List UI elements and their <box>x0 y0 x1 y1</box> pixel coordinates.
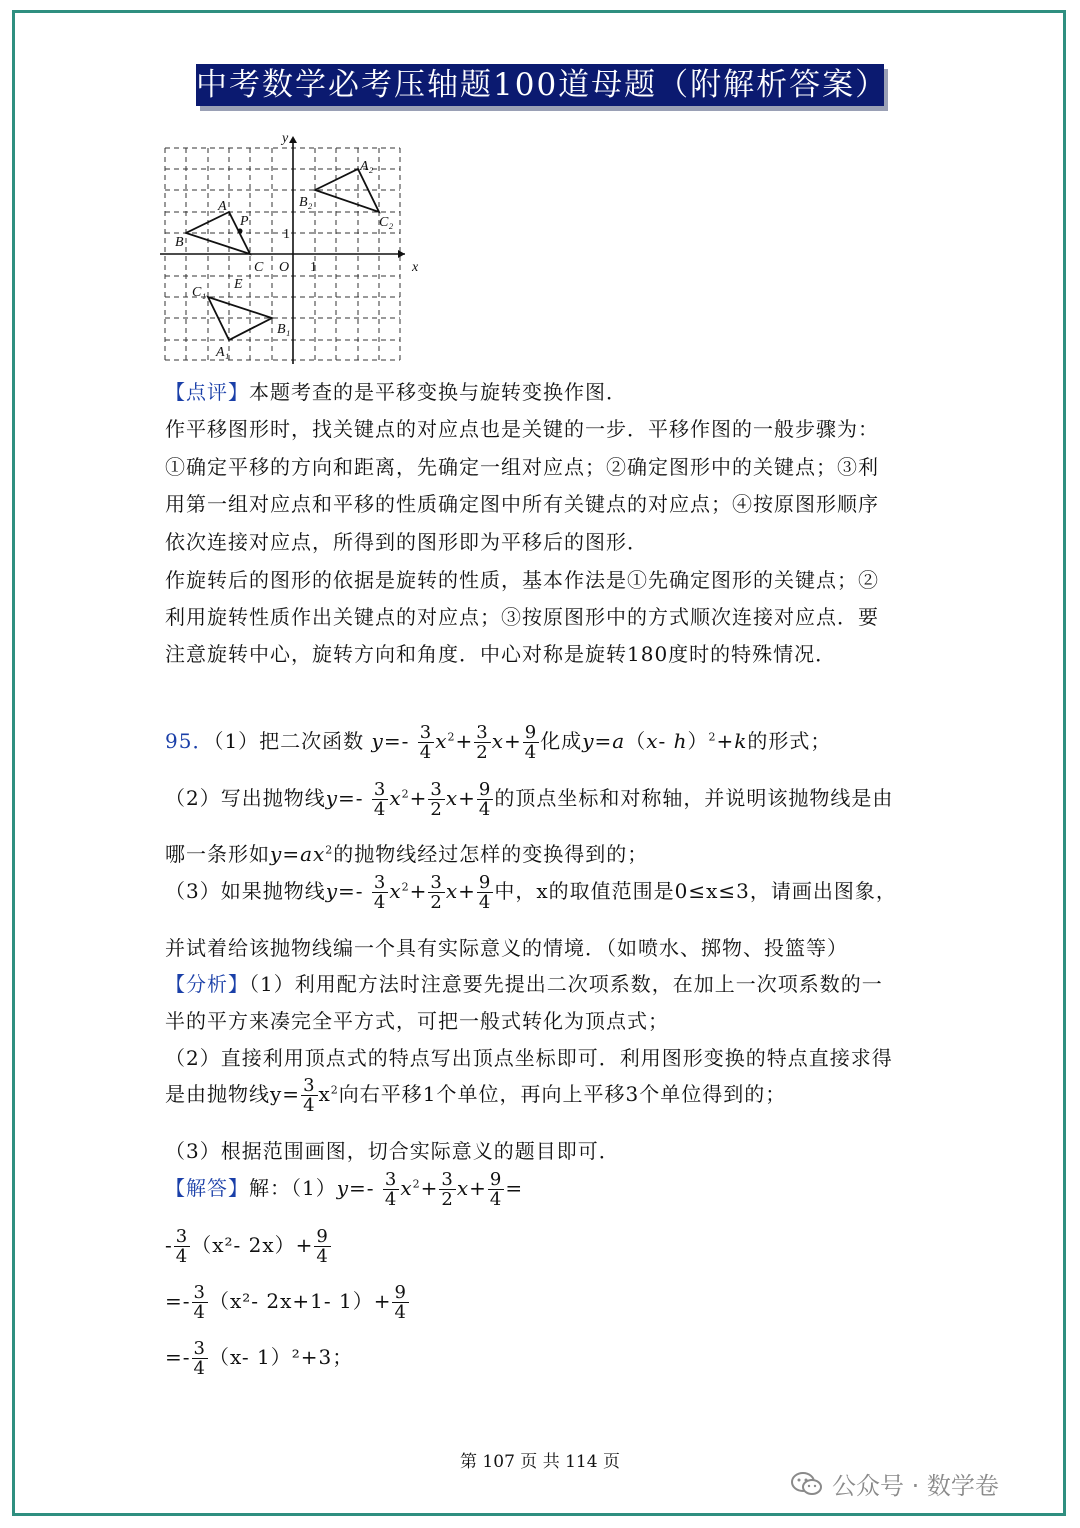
fraction-3-2: $\frac{3}{2}$ <box>430 872 443 913</box>
problem-95-part-2: （2）写出抛物线y=- $\frac{3}{4}$ $x^2+$ $\frac{3}{2}$ x+ $\frac{9}{4}$ 的顶点坐标和对称轴，并说明该抛物线是由 <box>165 779 894 820</box>
p1-suffix: 的形式； <box>747 729 832 753</box>
x-tick-one: 1 <box>310 260 317 275</box>
p3-prefix: （3）如果抛物线 <box>165 879 326 903</box>
review-text-1: 本题考查的是平移变换与旋转变换作图． <box>249 380 627 404</box>
fraction-9-4: $\frac{9}{4}$ <box>524 722 538 763</box>
wechat-icon <box>790 1470 824 1498</box>
page-footer: 第 107 页 共 114 页 <box>460 1452 620 1472</box>
x-axis-label: x <box>412 260 419 275</box>
fraction-9-4: $\frac{9}{4}$ <box>478 872 492 913</box>
review-line-2: 作平移图形时，找关键点的对应点也是关键的一步．平移作图的一般步骤为： <box>165 417 879 441</box>
label-p: P <box>240 214 249 229</box>
point-p <box>238 229 243 234</box>
label-c: C <box>254 260 264 275</box>
solution-tag: 【解答】 <box>165 1176 249 1200</box>
fraction-3-4: $\frac{3}{4}$ <box>373 872 387 913</box>
review-tag: 【点评】 <box>165 380 249 404</box>
label-a2: A₂ <box>360 159 374 174</box>
p2-prefix: （2）写出抛物线 <box>165 786 326 810</box>
review-line-7: 利用旋转性质作出关键点的对应点；③按原图形中的方式顺次连接对应点．要 <box>165 605 879 629</box>
analysis-tag: 【分析】 <box>165 972 249 996</box>
fraction-3-2: $\frac{3}{2}$ <box>430 779 443 820</box>
analysis-line4a: 是由抛物线y= <box>165 1082 301 1106</box>
review-line-8: 注意旋转中心，旋转方向和角度．中心对称是旋转180度时的特殊情况． <box>165 642 837 666</box>
fraction-3-2: $\frac{3}{2}$ <box>476 722 489 763</box>
fraction-3-4: $\frac{3}{4}$ <box>175 1226 189 1267</box>
fraction-9-4: $\frac{9}{4}$ <box>489 1169 503 1210</box>
problem-number: 95． <box>165 729 214 753</box>
analysis-line-3: （2）直接利用顶点式的特点写出顶点坐标即可．利用图形变换的特点直接求得 <box>165 1046 893 1070</box>
review-line-4: 用第一组对应点和平移的性质确定图中所有关键点的对应点；④按原图形顺序 <box>165 492 879 516</box>
fraction-9-4: $\frac{9}{4}$ <box>394 1282 407 1323</box>
label-c1: C₁ <box>192 285 207 300</box>
review-line-5: 依次连接对应点，所得到的图形即为平移后的图形． <box>165 530 648 554</box>
solution-step3-text: （x- 1）²+3； <box>208 1345 354 1369</box>
problem-95-part-3-line-2: 并试着给该抛物线编一个具有实际意义的情境．（如喷水、掷物、投篮等） <box>165 936 848 960</box>
solution-step-3: =- $\frac{3}{4}$ （x- 1）²+3； <box>165 1338 354 1379</box>
p1-mid: 化成 <box>540 729 583 753</box>
fraction-3-4: $\frac{3}{4}$ <box>303 1075 316 1116</box>
problem-95-part-2-line-2: 哪一条形如$y=ax^2$的抛物线经过怎样的变换得到的； <box>165 842 649 866</box>
p2-line2b: 的抛物线经过怎样的变换得到的； <box>333 842 649 866</box>
problem-95-part-1: 95．（1）把二次函数 y=- $\frac{3}{4}$ $x^2+$ $\frac{3}{2}$ x+ $\frac{9}{4}$ 化成y=a（x- h）$^2$+k的形式； <box>165 722 832 763</box>
fraction-3-2: $\frac{3}{2}$ <box>441 1169 454 1210</box>
label-e: E <box>234 277 243 292</box>
p1-prefix: （1）把二次函数 <box>213 729 365 753</box>
fraction-3-4: $\frac{3}{4}$ <box>373 779 387 820</box>
solution-step-1: - $\frac{3}{4}$ （x²- 2x）+ $\frac{9}{4}$ <box>165 1226 329 1267</box>
p3-suffix: 中，x的取值范围是0≤x≤3，请画出图象， <box>494 879 897 903</box>
origin-label: O <box>279 260 290 275</box>
review-line-3: ①确定平移的方向和距离，先确定一组对应点；②确定图形中的关键点；③利 <box>165 455 879 479</box>
analysis-line4b: 向右平移1个单位，再向上平移3个单位得到的； <box>338 1082 787 1106</box>
label-b2: B₂ <box>299 195 313 210</box>
fraction-3-4: $\frac{3}{4}$ <box>419 722 433 763</box>
fraction-3-4: $\frac{3}{4}$ <box>193 1282 206 1323</box>
solution-step2-text: （x²- 2x+1- 1）+ <box>208 1289 392 1313</box>
fraction-9-4: $\frac{9}{4}$ <box>316 1226 329 1267</box>
review-line-6: 作旋转后的图形的依据是旋转的性质，基本作法是①先确定图形的关键点；② <box>165 568 879 592</box>
analysis-text-1: （1）利用配方法时注意要先提出二次项系数，在加上一次项系数的一 <box>249 972 883 996</box>
coordinate-grid-figure <box>160 128 420 368</box>
problem-95-part-3: （3）如果抛物线y=- $\frac{3}{4}$ $x^2+$ $\frac{3}{2}$ x+ $\frac{9}{4}$ 中，x的取值范围是0≤x≤3，请画出图象， <box>165 872 897 913</box>
label-c2: C₂ <box>379 215 394 230</box>
label-a1: A₁ <box>216 345 230 360</box>
solution-intro: 解：（1） <box>249 1176 337 1200</box>
watermark <box>790 1466 999 1501</box>
solution-step1-text: （x²- 2x）+ <box>191 1233 314 1257</box>
solution-line-1: 【解答】解：（1）y=- $\frac{3}{4}$ $x^2+$ $\frac{3}{2}$ x+ $\frac{9}{4}$ = <box>165 1169 524 1210</box>
y-tick-one: 1 <box>283 227 290 242</box>
analysis-line-2: 半的平方来凑完全平方式，可把一般式转化为顶点式； <box>165 1009 669 1033</box>
analysis-line-4: 是由抛物线y= $\frac{3}{4}$ $x^2$向右平移1个单位，再向上平移3个单位得到的； <box>165 1075 787 1116</box>
analysis-line-5: （3）根据范围画图，切合实际意义的题目即可． <box>165 1139 620 1163</box>
page-title: 中考数学必考压轴题100道母题（附解析答案） <box>196 64 884 106</box>
fraction-3-4: $\frac{3}{4}$ <box>384 1169 398 1210</box>
review-line-1 <box>165 376 627 405</box>
p2-line2a: 哪一条形如 <box>165 842 270 866</box>
label-a: A <box>218 199 227 214</box>
p2-suffix: 的顶点坐标和对称轴，并说明该抛物线是由 <box>494 786 894 810</box>
fraction-3-4: $\frac{3}{4}$ <box>193 1338 206 1379</box>
analysis-line-1 <box>165 968 883 997</box>
label-b: B <box>175 235 184 250</box>
solution-step-2: =- $\frac{3}{4}$ （x²- 2x+1- 1）+ $\frac{9}{4}$ <box>165 1282 407 1323</box>
label-b1: B₁ <box>277 322 291 337</box>
watermark-text: 公众号 · 数学卷 <box>832 1472 999 1500</box>
y-axis-label: y <box>282 131 289 146</box>
fraction-9-4: $\frac{9}{4}$ <box>478 779 492 820</box>
